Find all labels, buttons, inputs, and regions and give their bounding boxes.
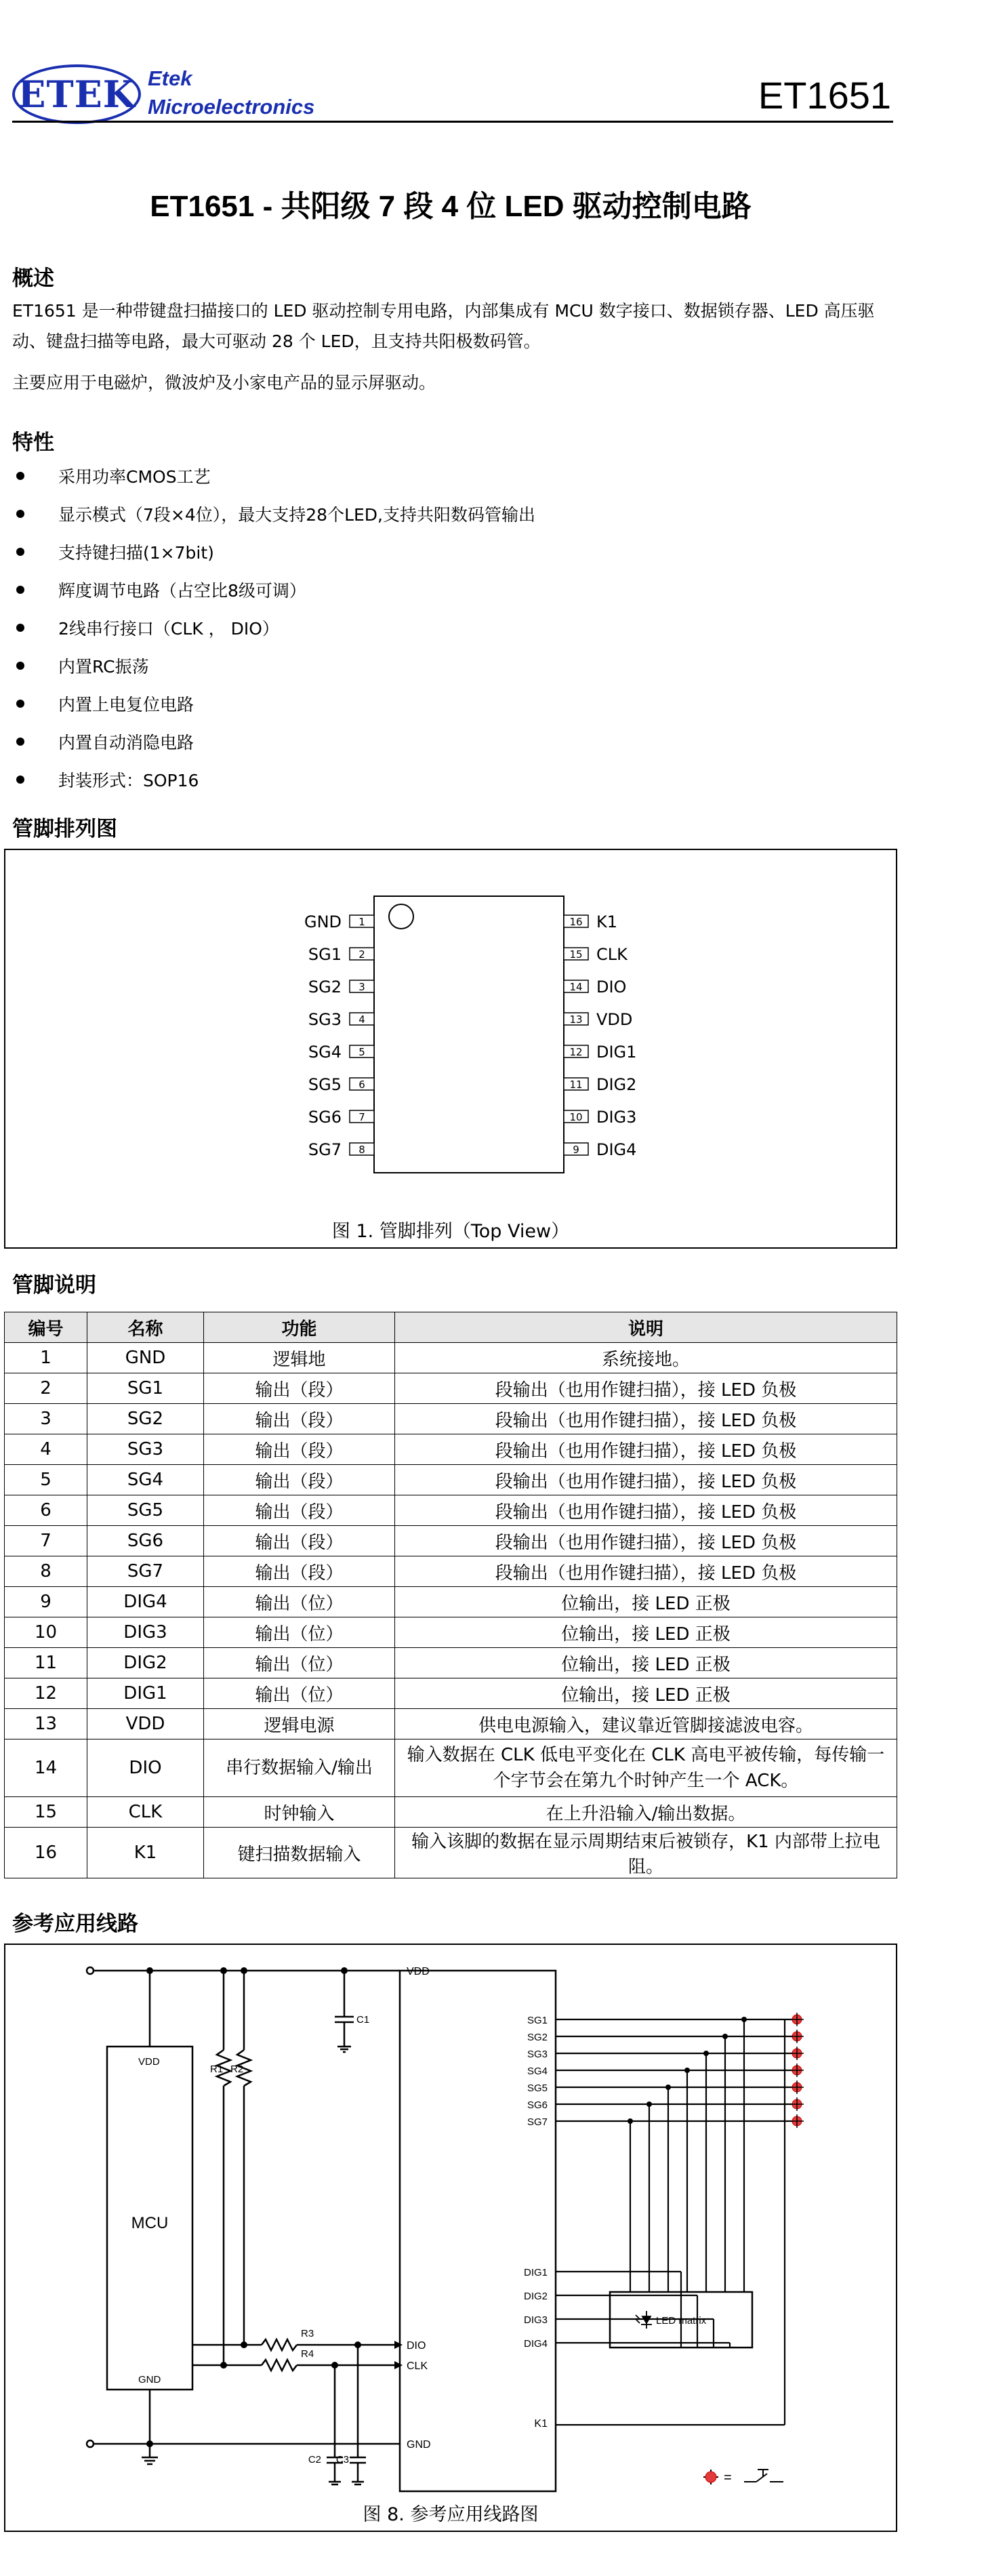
pinout-heading: 管脚排列图 (12, 817, 117, 841)
table-cell: 位输出，接 LED 正极 (395, 1648, 897, 1678)
dig-pin-label: DIG4 (523, 2338, 548, 2350)
table-cell: 13 (5, 1709, 87, 1739)
pin-gnd (304, 912, 374, 931)
table-cell: 时钟输入 (204, 1797, 395, 1828)
bullet-icon (16, 662, 24, 670)
overview-paragraph: ET1651 是一种带键盘扫描接口的 LED 驱动控制专用电路，内部集成有 MCU 数字接口、数据锁存器、LED 高压驱动、键盘扫描等电路，最大可驱动 28 个 LED，且支持共阳极数码管。 (12, 301, 875, 351)
bullet-icon (16, 624, 24, 632)
feature-list (12, 457, 535, 799)
r4-resistor (262, 2360, 297, 2371)
pin-number: 11 (569, 1079, 583, 1091)
bullet-icon (16, 700, 24, 708)
table-row (5, 1648, 897, 1678)
table-cell: 输出（段） (204, 1526, 395, 1556)
company-name-line2: Microelectronics (148, 95, 315, 119)
company-logo (12, 64, 141, 124)
table-cell: 输出（位） (204, 1678, 395, 1709)
table-cell: 输出（位） (204, 1587, 395, 1617)
pin-name: DIO (596, 978, 627, 997)
pin-sg5 (308, 1075, 374, 1094)
pin-name: DIG1 (596, 1043, 637, 1062)
list-item: 内置上电复位电路 (12, 685, 535, 723)
table-row (5, 1828, 897, 1878)
column-header: 名称 (87, 1312, 204, 1343)
column-header: 编号 (5, 1312, 87, 1343)
table-cell: 输入数据在 CLK 低电平变化在 CLK 高电平被传输，每传输一个字节会在第九个时钟产生一个 ACK。 (395, 1739, 897, 1797)
table-cell: 15 (5, 1797, 87, 1828)
table-cell: DIG2 (87, 1648, 204, 1678)
table-row (5, 1617, 897, 1648)
sg-pin-label: SG2 (527, 2032, 548, 2043)
pin-description-heading: 管脚说明 (12, 1273, 96, 1297)
pin-sg1 (308, 945, 374, 964)
dig-pin-label: DIG3 (523, 2314, 548, 2326)
pin-number: 15 (569, 948, 583, 961)
table-row (5, 1404, 897, 1434)
table-cell: 输出（段） (204, 1434, 395, 1465)
table-cell: 6 (5, 1495, 87, 1526)
table-cell: 供电电源输入，建议靠近管脚接滤波电容。 (395, 1709, 897, 1739)
pin-clk (564, 945, 628, 964)
pin-dig4 (564, 1140, 636, 1159)
table-row (5, 1495, 897, 1526)
table-cell: 键扫描数据输入 (204, 1828, 395, 1878)
sg-pin-label: SG1 (527, 2015, 548, 2026)
table-cell: SG3 (87, 1434, 204, 1465)
c1-label: C1 (356, 2014, 370, 2026)
table-cell: 段输出（也用作键扫描），接 LED 负极 (395, 1373, 897, 1404)
r3-resistor (262, 2339, 297, 2350)
bullet-icon (16, 738, 24, 746)
application-paragraph: 主要应用于电磁炉，微波炉及小家电产品的显示屏驱动。 (12, 373, 436, 393)
table-cell: 5 (5, 1465, 87, 1495)
dig-pin-label: DIG2 (523, 2291, 548, 2302)
pin1-marker (389, 904, 413, 929)
table-cell: 段输出（也用作键扫描），接 LED 负极 (395, 1495, 897, 1526)
table-cell: 段输出（也用作键扫描），接 LED 负极 (395, 1434, 897, 1465)
pin-number: 2 (358, 948, 365, 961)
table-cell: 段输出（也用作键扫描），接 LED 负极 (395, 1404, 897, 1434)
list-item: 支持键扫描(1×7bit) (12, 533, 535, 571)
pin-sg4 (308, 1043, 374, 1062)
table-cell: 7 (5, 1526, 87, 1556)
list-item: 内置自动消隐电路 (12, 723, 535, 761)
left-pin-group (304, 912, 374, 1159)
table-row (5, 1556, 897, 1587)
table-cell: CLK (87, 1797, 204, 1828)
table-cell: 输出（段） (204, 1495, 395, 1526)
pin-name: GND (304, 912, 342, 931)
ic-body (374, 896, 564, 1173)
k1-pin-label: K1 (534, 2418, 548, 2430)
chip-vdd-label: VDD (407, 1966, 430, 1977)
table-row (5, 1739, 897, 1797)
clk-pin-label: CLK (407, 2360, 428, 2372)
table-cell: 4 (5, 1434, 87, 1465)
c2-label: C2 (308, 2454, 321, 2466)
pin-name: DIG3 (596, 1108, 637, 1127)
list-item: 采用功率CMOS工艺 (12, 457, 535, 495)
table-cell: 1 (5, 1343, 87, 1373)
sg-pin-label: SG5 (527, 2082, 548, 2094)
table-row (5, 1343, 897, 1373)
r3-label: R3 (301, 2328, 314, 2339)
table-cell: 12 (5, 1678, 87, 1709)
pin-sg6 (308, 1108, 374, 1127)
table-cell: 逻辑地 (204, 1343, 395, 1373)
pin-number: 4 (358, 1013, 365, 1026)
table-cell: SG6 (87, 1526, 204, 1556)
table-cell: 输出（段） (204, 1373, 395, 1404)
logo-text: ETEK (18, 73, 136, 116)
pin-number: 1 (358, 916, 365, 928)
legend-equals-sign: = (724, 2470, 732, 2485)
table-cell: DIG1 (87, 1678, 204, 1709)
sg-pin-label: SG3 (527, 2049, 548, 2060)
table-cell: 系统接地。 (395, 1343, 897, 1373)
pin-name: VDD (596, 1010, 633, 1029)
bullet-icon (16, 472, 24, 480)
pin-name: DIG2 (596, 1075, 637, 1094)
pin-sg7 (308, 1140, 374, 1159)
table-row (5, 1526, 897, 1556)
pin-number: 7 (358, 1111, 365, 1123)
mcu-label: MCU (131, 2214, 169, 2232)
pin-number: 3 (358, 981, 365, 993)
pin-number: 14 (569, 981, 583, 993)
list-item: 2线串行接口（CLK ， DIO） (12, 609, 535, 647)
right-pin-group (564, 912, 636, 1159)
mcu-vdd-label: VDD (138, 2056, 160, 2068)
pin-number: 16 (569, 916, 583, 928)
table-cell: SG2 (87, 1404, 204, 1434)
table-cell: SG5 (87, 1495, 204, 1526)
pin-name: SG3 (308, 1010, 342, 1029)
list-item: 内置RC振荡 (12, 647, 535, 685)
bullet-icon (16, 776, 24, 784)
document-title: ET1651 - 共阳级 7 段 4 位 LED 驱动控制电路 (150, 190, 752, 223)
pin-name: K1 (596, 912, 618, 931)
table-header-row (5, 1312, 897, 1343)
list-item: 显示模式（7段×4位），最大支持28个LED,支持共阳数码管输出 (12, 495, 535, 533)
part-number: ET1651 (758, 74, 891, 117)
pinout-figure (4, 849, 897, 1249)
table-row (5, 1587, 897, 1617)
pin-name: DIG4 (596, 1140, 637, 1159)
header-rule (12, 121, 893, 123)
pin-dig1 (564, 1043, 636, 1062)
table-cell: SG4 (87, 1465, 204, 1495)
application-caption: 图 8. 参考应用线路图 (363, 2504, 539, 2525)
table-row (5, 1373, 897, 1404)
overview-heading: 概述 (12, 266, 54, 291)
application-circuit-diagram (5, 1945, 896, 2531)
column-header: 说明 (395, 1312, 897, 1343)
c3-label: C3 (335, 2454, 349, 2466)
pin-number: 9 (573, 1144, 579, 1156)
table-row (5, 1678, 897, 1709)
table-cell: 段输出（也用作键扫描），接 LED 负极 (395, 1556, 897, 1587)
pin-dig2 (564, 1075, 636, 1094)
application-figure (4, 1944, 897, 2532)
bullet-icon (16, 510, 24, 518)
list-item: 封装形式：SOP16 (12, 761, 535, 799)
table-cell: 输出（段） (204, 1556, 395, 1587)
dig-pin-label: DIG1 (523, 2267, 548, 2278)
pin-dio (564, 978, 626, 997)
table-row (5, 1465, 897, 1495)
table-cell: 位输出，接 LED 正极 (395, 1617, 897, 1648)
table-row (5, 1709, 897, 1739)
table-cell: 16 (5, 1828, 87, 1878)
table-cell: 输出（位） (204, 1648, 395, 1678)
table-cell: SG7 (87, 1556, 204, 1587)
led-matrix-label: LED matrix (656, 2315, 707, 2327)
pin-name: SG1 (308, 945, 342, 964)
pin-name: SG7 (308, 1140, 342, 1159)
list-item: 辉度调节电路（占空比8级可调） (12, 571, 535, 609)
bullet-icon (16, 548, 24, 556)
table-cell: K1 (87, 1828, 204, 1878)
pin-name: SG6 (308, 1108, 342, 1127)
pinout-caption: 图 1. 管脚排列（Top View） (331, 1221, 570, 1242)
table-cell: 8 (5, 1556, 87, 1587)
r4-label: R4 (301, 2348, 314, 2360)
table-cell: SG1 (87, 1373, 204, 1404)
pin-number: 8 (358, 1144, 365, 1156)
table-cell: 2 (5, 1373, 87, 1404)
chip-gnd-label: GND (407, 2439, 431, 2451)
pin-name: SG2 (308, 978, 342, 997)
pin-sg2 (308, 978, 374, 997)
table-row (5, 1797, 897, 1828)
table-cell: DIG3 (87, 1617, 204, 1648)
pin-number: 10 (569, 1111, 583, 1123)
table-cell: 位输出，接 LED 正极 (395, 1678, 897, 1709)
table-cell: 11 (5, 1648, 87, 1678)
mcu-gnd-label: GND (138, 2374, 161, 2386)
table-cell: DIG4 (87, 1587, 204, 1617)
r1-label: R1 (210, 2064, 224, 2075)
features-heading: 特性 (12, 430, 54, 455)
application-heading: 参考应用线路 (12, 1912, 138, 1936)
pin-vdd (564, 1010, 632, 1029)
bullet-icon (16, 586, 24, 594)
r2-label: R2 (230, 2064, 244, 2075)
pin-number: 13 (569, 1013, 583, 1026)
push-switch-icon (744, 2470, 783, 2482)
table-cell: 3 (5, 1404, 87, 1434)
dio-pin-label: DIO (407, 2340, 426, 2352)
table-cell: 位输出，接 LED 正极 (395, 1587, 897, 1617)
pinout-diagram (5, 850, 896, 1247)
key-node-icon (705, 2472, 716, 2482)
table-cell: DIO (87, 1739, 204, 1797)
pin-name: CLK (596, 945, 628, 964)
pin-number: 5 (358, 1046, 365, 1058)
pin-number: 6 (358, 1079, 365, 1091)
sg-pin-label: SG4 (527, 2066, 548, 2077)
table-cell: 逻辑电源 (204, 1709, 395, 1739)
pin-dig3 (564, 1108, 636, 1127)
pin-number: 12 (569, 1046, 583, 1058)
table-cell: 10 (5, 1617, 87, 1648)
pin-k1 (564, 912, 617, 931)
table-cell: 段输出（也用作键扫描），接 LED 负极 (395, 1526, 897, 1556)
key-symbol-legend (703, 2470, 783, 2484)
pin-name: SG5 (308, 1075, 342, 1094)
company-name-line1: Etek (148, 66, 192, 90)
table-row (5, 1434, 897, 1465)
sg-pin-label: SG6 (527, 2099, 548, 2111)
table-cell: 输出（位） (204, 1617, 395, 1648)
column-header: 功能 (204, 1312, 395, 1343)
table-cell: 输入该脚的数据在显示周期结束后被锁存，K1 内部带上拉电阻。 (395, 1828, 897, 1878)
table-cell: 输出（段） (204, 1404, 395, 1434)
pin-description-table (4, 1312, 897, 1878)
table-cell: VDD (87, 1709, 204, 1739)
segment-wiring (556, 2019, 797, 2425)
table-cell: GND (87, 1343, 204, 1373)
table-cell: 串行数据输入/输出 (204, 1739, 395, 1797)
pin-name: SG4 (308, 1043, 342, 1062)
pin-sg3 (308, 1010, 374, 1029)
table-cell: 9 (5, 1587, 87, 1617)
sg-pin-label: SG7 (527, 2116, 548, 2128)
table-cell: 输出（段） (204, 1465, 395, 1495)
table-cell: 在上升沿输入/输出数据。 (395, 1797, 897, 1828)
table-cell: 段输出（也用作键扫描），接 LED 负极 (395, 1465, 897, 1495)
table-cell: 14 (5, 1739, 87, 1797)
